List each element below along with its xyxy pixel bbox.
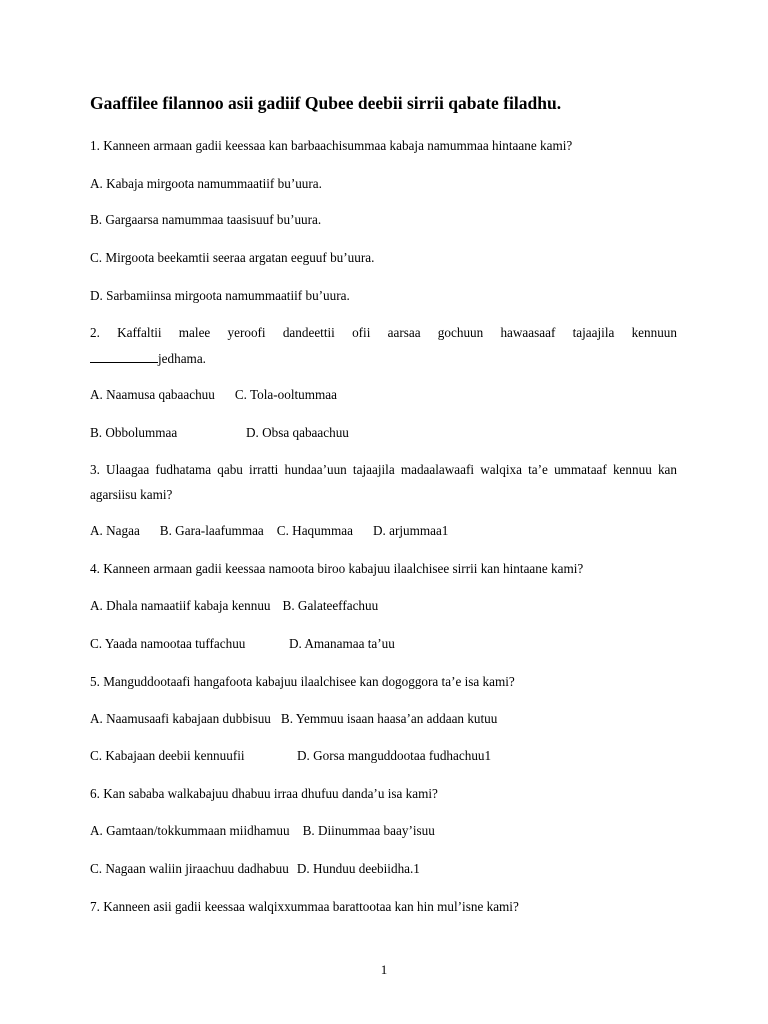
question-6-option-b: B. Diinummaa baay’isuu [302, 823, 435, 838]
question-6-option-d: D. Hunduu deebiidha.1 [296, 861, 420, 876]
question-3-line-2: agarsiisu kami? [90, 487, 173, 502]
question-2-line-2 [90, 350, 206, 367]
question-2-option-d: D. Obsa qabaachuu [246, 425, 349, 440]
question-1-option-b: B. Gargaarsa namummaa taasisuuf bu’uura. [90, 212, 322, 227]
question-7: 7. Kanneen asii gadii keessaa walqixxummaa barattootaa kan hin mul’isne kami? [90, 899, 519, 914]
question-2-option-a: A. Naamusa qabaachuu [90, 387, 215, 402]
question-6-options-row-2 [90, 861, 420, 877]
question-2-options-row-2 [90, 425, 349, 441]
question-3-options [90, 523, 448, 539]
question-5-option-a: A. Naamusaafi kabajaan dubbisuu [90, 711, 271, 726]
question-4-option-c: C. Yaada namootaa tuffachuu [90, 636, 246, 651]
question-1-option-d: D. Sarbamiinsa mirgoota namummaatiif bu’uura. [90, 288, 350, 303]
question-3-option-d: D. arjummaa1 [372, 523, 449, 538]
question-2-line-1: 2. Kaffaltii malee yeroofi dandeettii ofii aarsaa gochuun hawaasaaf tajaajila kennuun [90, 325, 677, 340]
question-5-options-row-2 [90, 748, 491, 764]
question-3-option-b: B. Gara-laafummaa [159, 523, 264, 538]
question-1-option-a: A. Kabaja mirgoota namummaatiif bu’uura. [90, 176, 322, 191]
question-1-option-c: C. Mirgoota beekamtii seeraa argatan eeguuf bu’uura. [90, 250, 375, 265]
question-5-options-row-1 [90, 711, 497, 727]
question-4-option-d: D. Amanamaa ta’uu [289, 636, 395, 651]
question-5: 5. Manguddootaafi hangafoota kabajuu ilaalchisee kan dogoggora ta’e isa kami? [90, 674, 515, 689]
question-3-option-a: A. Nagaa [90, 523, 140, 538]
document-heading: Gaaffilee filannoo asii gadiif Qubee deebii sirrii qabate filadhu. [90, 93, 562, 113]
question-4-options-row-1 [90, 598, 378, 614]
question-3-line-1: 3. Ulaagaa fudhatama qabu irratti hundaa’uun tajaajila madaalawaafi walqixa ta’e ummataaf kennuu kan [90, 462, 677, 477]
question-4-option-b: B. Galateeffachuu [282, 598, 379, 613]
question-4-options-row-2 [90, 636, 395, 652]
question-2-suffix: jedhama. [158, 351, 206, 366]
question-6: 6. Kan sababa walkabajuu dhabuu irraa dhufuu danda’u isa kami? [90, 786, 438, 801]
question-1: 1. Kanneen armaan gadii keessaa kan barbaachisummaa kabaja namummaa hintaane kami? [90, 138, 573, 153]
question-2-options-row-1 [90, 387, 337, 403]
question-5-option-b: B. Yemmuu isaan haasa’an addaan kutuu [280, 711, 498, 726]
question-4-option-a: A. Dhala namaatiif kabaja kennuu [90, 598, 271, 613]
question-2-option-b: B. Obbolummaa [90, 425, 178, 440]
page-number: 1 [380, 962, 388, 977]
answer-blank [90, 350, 158, 363]
question-3-option-c: C. Haqummaa [276, 523, 353, 538]
question-6-option-a: A. Gamtaan/tokkummaan miidhamuu [90, 823, 290, 838]
question-2-option-c: C. Tola-ooltummaa [234, 387, 337, 402]
question-5-option-d: D. Gorsa manguddootaa fudhachuu1 [297, 748, 492, 763]
question-5-option-c: C. Kabajaan deebii kennuufii [90, 748, 245, 763]
question-4: 4. Kanneen armaan gadii keessaa namoota biroo kabajuu ilaalchisee sirrii kan hintaane kami? [90, 561, 584, 576]
question-6-option-c: C. Nagaan waliin jiraachuu dadhabuu [90, 861, 289, 876]
question-6-options-row-1 [90, 823, 435, 839]
